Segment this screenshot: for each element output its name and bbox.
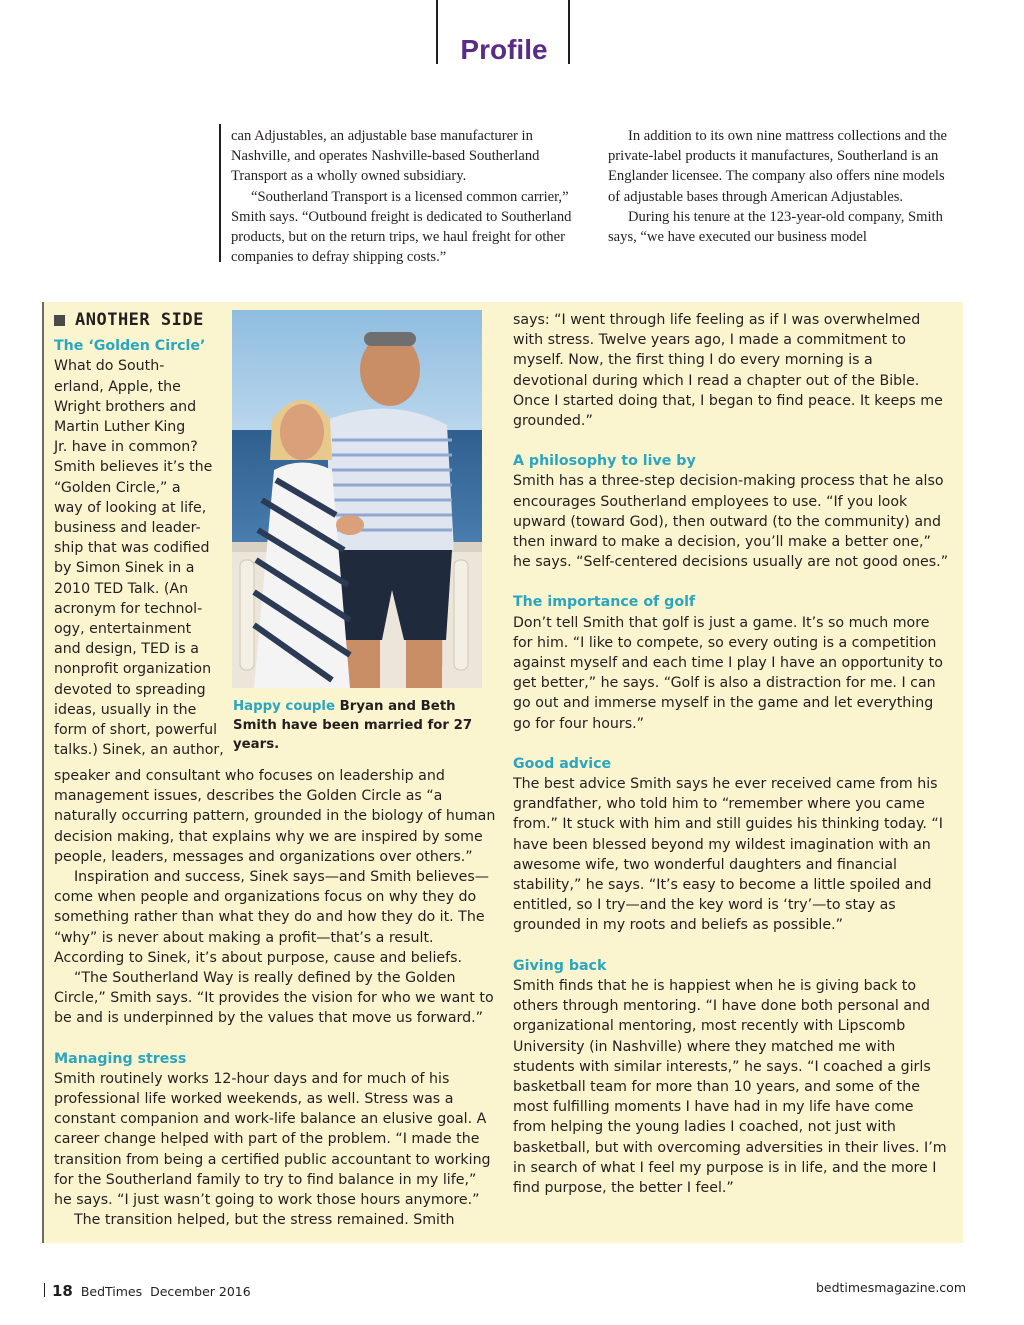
- paragraph: Don’t tell Smith that golf is just a game. It’s so much more for him. “I like to compete, so every outing is a competition against myself and each time I play I have an opportunity to get better,” he says. “Golf is also a distraction for me. I can go out and immerse myself in the game and let everything go for four hours.”: [513, 614, 943, 732]
- subheading-golf: The importance of golf: [513, 594, 696, 611]
- footer-rule: [44, 1283, 45, 1297]
- paragraph: Smith routinely works 12-hour days and for much of his professional life worked weekends, as well. Stress was a constant companion and work-life balance an elusive goal. A career change helped with part of the problem. “I made the transition from being a certified public accountant to working for the Southerland family to try to find balance in my life,” he says. “I just wasn’t going to work those hours anymore.”: [54, 1070, 491, 1209]
- subheading-golden-circle: The ‘Golden Circle’: [54, 338, 206, 355]
- page-number: 18: [52, 1282, 73, 1300]
- subheading-managing-stress: Managing stress: [54, 1050, 187, 1067]
- golden-circle-line: Wright brothers and: [54, 398, 197, 415]
- golden-circle-line: devoted to spreading: [54, 681, 206, 698]
- golden-circle-line: form of short, powerful: [54, 722, 218, 739]
- section-title: Profile: [460, 34, 548, 65]
- paragraph: “The Southerland Way is really defined by the Golden Circle,” Smith says. “It provides the vision for who we want to be and is underpinned by the values that move us forward.”: [54, 970, 494, 1027]
- golden-circle-line: Jr. have in common?: [54, 439, 198, 456]
- couple-photo-illustration: [232, 310, 482, 688]
- issue-date: December 2016: [150, 1284, 251, 1299]
- paragraph: In addition to its own nine mattress collections and the private-label products it manufactures, Southerland is an Englander licensee. The company also offers nine models of adjustable bases through American Adjustables.: [608, 128, 947, 205]
- golden-circle-line: business and leader-: [54, 520, 201, 537]
- paragraph: Smith has a three-step decision-making process that he also encourages Southerland employees to use. “If you look upward (toward God), then outward (to the community) and then inward to make a decision, you’ll make a better one,” he says. “Self-centered decisions usually are not good ones.”: [513, 473, 949, 571]
- golden-circle-line: Martin Luther King: [54, 419, 186, 436]
- paragraph: “Southerland Transport is a licensed common carrier,” Smith says. “Outbound freight is dedicated to Southerland products, but on the return trips, we haul freight for other companies to defray shipping costs.”: [231, 188, 572, 266]
- caption-lead: Happy couple: [233, 699, 336, 714]
- paragraph: The transition helped, but the stress remained. Smith: [74, 1212, 455, 1229]
- publication-name: BedTimes: [80, 1284, 143, 1299]
- golden-circle-line: ogy, entertainment: [54, 621, 192, 638]
- subheading-philosophy: A philosophy to live by: [513, 453, 696, 470]
- paragraph: Inspiration and success, Sinek says—and Smith believes—come when people and organizations focus on why they do something rather than what they do and how they do it. The “why” is never about making a profit—that’s a result. According to Sinek, it’s about purpose, cause and beliefs.: [54, 869, 489, 966]
- paragraph: Smith finds that he is happiest when he is giving back to others through mentoring. “I have done both personal and organizational mentoring, most recently with Lipscomb University (in Nashville) where they matched me with students with similar interests,” he says. “I coached a girls basketball team for more than 10 years, and some of the most fulfilling moments I have had in my life have come from helping the young ladies I coached, not just with basketball, but with overcoming adversities in their lives. I’m in search of what I feel my purpose is in life, and the more I find purpose, the better I feel.”: [513, 977, 947, 1196]
- golden-circle-line: ideas, usually in the: [54, 701, 197, 718]
- kicker-label: ANOTHER SIDE: [75, 310, 204, 330]
- golden-circle-line: erland, Apple, the: [54, 378, 181, 395]
- website[interactable]: bedtimesmagazine.com: [815, 1280, 966, 1295]
- golden-circle-line: acronym for technol-: [54, 600, 203, 617]
- subheading-good-advice: Good advice: [513, 755, 612, 772]
- golden-circle-line: What do South-: [54, 358, 165, 375]
- golden-circle-line: Smith believes it’s the: [54, 459, 213, 476]
- sidebar-left-wide: [54, 766, 496, 1230]
- golden-circle-line: “Golden Circle,” a: [54, 479, 181, 496]
- header-rule-left: [436, 0, 438, 64]
- golden-circle-line: talks.) Sinek, an author,: [54, 742, 224, 759]
- square-bullet-icon: [54, 315, 65, 326]
- top-column-rule: [219, 124, 221, 262]
- golden-circle-line: way of looking at life,: [54, 499, 207, 516]
- paragraph: During his tenure at the 123-year-old company, Smith says, “we have executed our business model: [608, 208, 943, 246]
- sidebar-kicker: [54, 310, 229, 330]
- sidebar-right-column: [513, 310, 951, 1198]
- header-rule-right: [568, 0, 570, 64]
- caption-text: Bryan and Beth Smith have been married for 27 years.: [233, 699, 473, 752]
- top-column-left: [231, 126, 583, 267]
- top-column-right: [608, 126, 960, 247]
- paragraph: speaker and consultant who focuses on leadership and management issues, describes the Golden Circle as “a naturally occurring pattern, grounded in the biology of human decision making, that explains why we are inspired by some people, leaders, messages and organizations over others.”: [54, 768, 496, 865]
- golden-circle-line: nonprofit organization: [54, 661, 212, 678]
- paragraph: can Adjustables, an adjustable base manufacturer in Nashville, and operates Nashville-based Southerland Transport as a wholly owned subsidiary.: [231, 128, 540, 185]
- footer-left: [52, 1282, 251, 1300]
- golden-circle-line: by Simon Sinek in a: [54, 560, 195, 577]
- paragraph: The best advice Smith says he ever received came from his grandfather, who told him to “remember where you came from.” It stuck with him and still guides his thinking today. “I have been blessed beyond my wildest imagination with an awesome wife, two wonderful daughters and financial stability,” he says. “It’s easy to become a little spoiled and entitled, so I try—and the key word is ‘try’—to stay as grounded in my roots and beliefs as possible.”: [513, 776, 943, 934]
- sidebar-left-narrow: [54, 310, 229, 760]
- photo-caption: [233, 697, 493, 754]
- paragraph: says: “I went through life feeling as if I was overwhelmed with stress. Twelve years ago, I made a commitment to myself. Now, the first thing I do every morning is a devotional during which I read a chapter out of the Bible. Once I started doing that, I began to find peace. It keeps me grounded.”: [513, 312, 943, 430]
- golden-circle-line: ship that was codified: [54, 540, 210, 557]
- golden-circle-line: 2010 TED Talk. (An: [54, 580, 189, 597]
- couple-photo: [232, 310, 482, 688]
- subheading-giving-back: Giving back: [513, 957, 607, 974]
- golden-circle-line: and design, TED is a: [54, 641, 199, 658]
